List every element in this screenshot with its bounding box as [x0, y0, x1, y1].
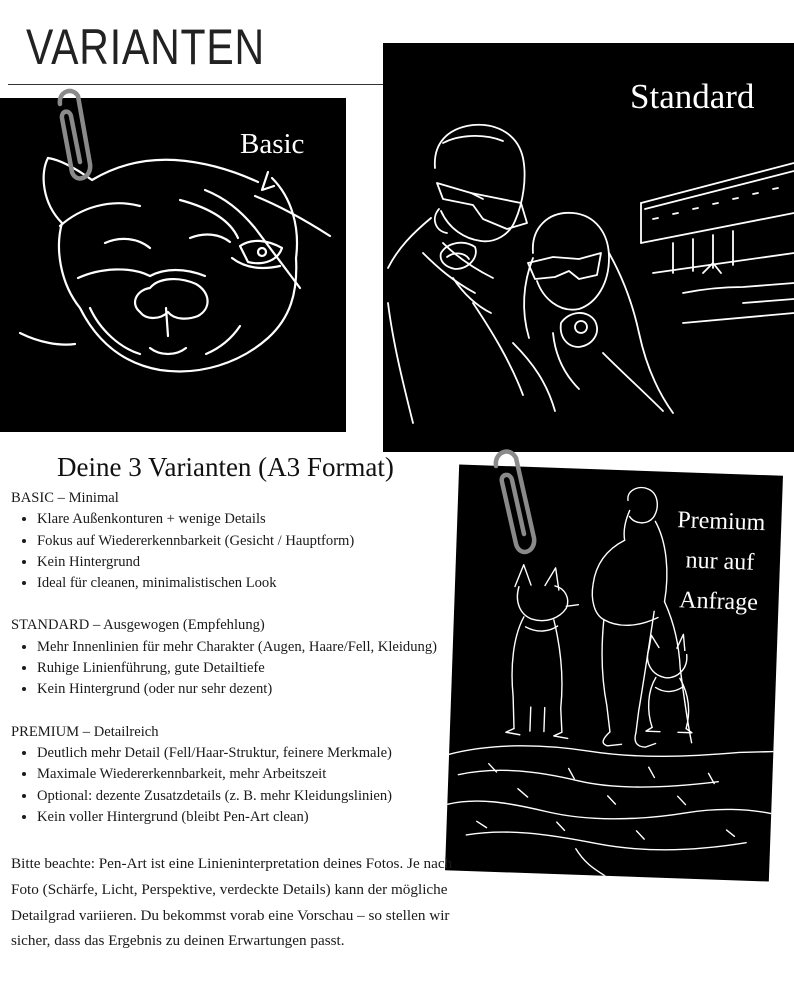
basic-section-title: BASIC – Minimal: [11, 490, 119, 506]
basic-feature-list: [11, 509, 461, 594]
variants-description: [11, 488, 461, 828]
standard-example-image: [383, 43, 794, 452]
premium-caption: [666, 500, 774, 624]
paperclip-icon: [484, 442, 542, 562]
premium-section-title: PREMIUM – Detailreich: [11, 723, 159, 740]
page-title: VARIANTEN: [26, 19, 265, 75]
section-heading: Deine 3 Varianten (A3 Format): [57, 452, 394, 482]
standard-caption: Standard: [630, 77, 755, 116]
list-item: • Mehr Innenlinien für mehr Charakter (Augen, Haare/Fell, Kleidung): [37, 637, 461, 658]
basic-caption: Basic: [240, 128, 305, 160]
premium-caption-line-1: Premium: [676, 507, 766, 537]
standard-feature-list: [11, 637, 461, 701]
list-item: • Ideal für cleanen, minimalistischen Look: [37, 573, 461, 594]
premium-caption-line-3: Anfrage: [678, 587, 759, 616]
premium-caption-line-2: nur auf: [685, 547, 755, 576]
list-item: • Klare Außenkonturen + wenige Details: [37, 509, 461, 530]
list-item: • Kein Hintergrund: [37, 552, 461, 573]
notice-paragraph: Bitte beachte: Pen-Art ist eine Linieninterpretation deines Fotos. Je nach Foto (Schärfe, Licht, Perspektive, verdeckte Details) kann der mögliche Detailgrad variieren. Du bekommst vorab eine Vorschau – so stellen wir sicher, dass das Ergebnis zu deinen Erwartungen passt.: [11, 855, 453, 950]
paperclip-icon: [44, 84, 94, 194]
list-item: • Kein voller Hintergrund (bleibt Pen-Art clean): [37, 807, 461, 828]
standard-section-title: STANDARD – Ausgewogen (Empfehlung): [11, 617, 265, 634]
premium-feature-list: [11, 743, 461, 828]
list-item: • Ruhige Linienführung, gute Detailtiefe: [37, 658, 461, 679]
list-item: • Deutlich mehr Detail (Fell/Haar-Struktur, feinere Merkmale): [37, 743, 461, 764]
list-item: • Optional: dezente Zusatzdetails (z. B. mehr Kleidungslinien): [37, 786, 461, 807]
list-item: • Maximale Wiedererkennbarkeit, mehr Arbeitszeit: [37, 764, 461, 785]
list-item: • Fokus auf Wiedererkennbarkeit (Gesicht / Hauptform): [37, 531, 461, 552]
list-item: • Kein Hintergrund (oder nur sehr dezent): [37, 679, 461, 700]
